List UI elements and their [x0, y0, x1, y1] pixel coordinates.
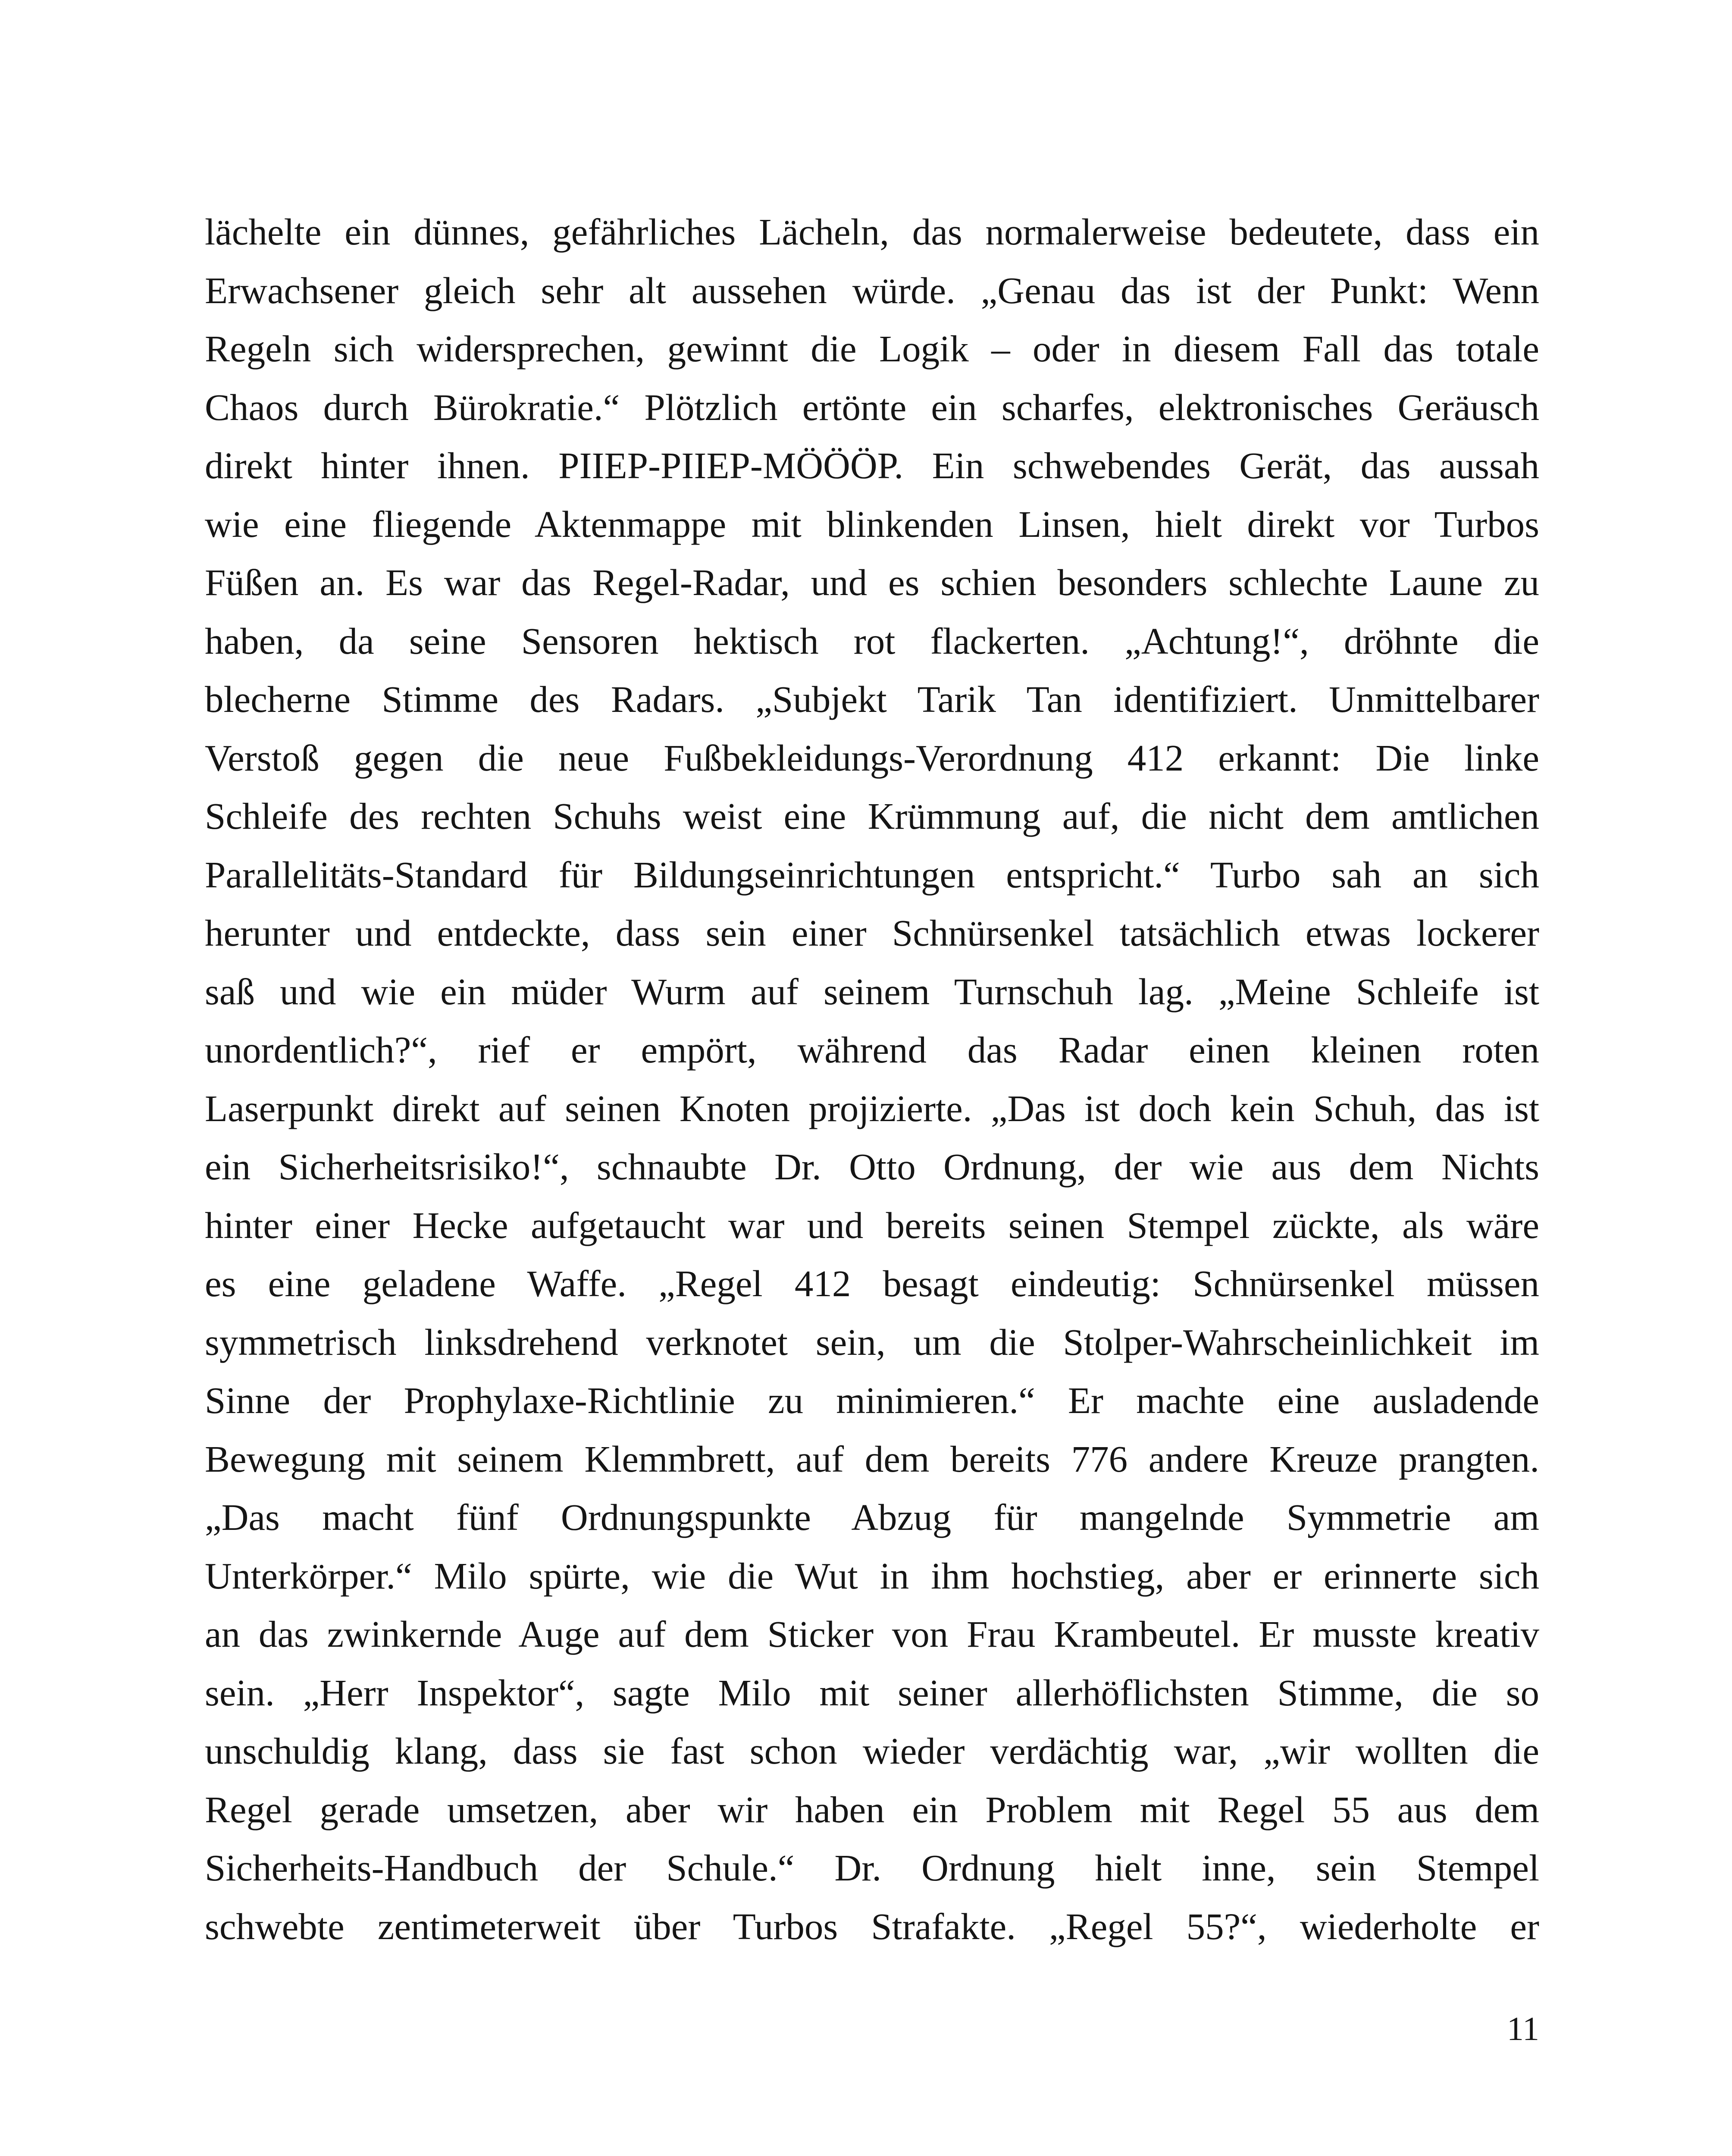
text-line: Sinne der Prophylaxe-Richtlinie zu minimieren.“ Er machte eine ausladende [205, 1379, 1539, 1421]
text-line: Laserpunkt direkt auf seinen Knoten projizierte. „Das ist doch kein Schuh, das ist [205, 1087, 1539, 1129]
text-line: „Das macht fünf Ordnungspunkte Abzug für mangelnde Symmetrie am [205, 1496, 1539, 1538]
text-line: es eine geladene Waffe. „Regel 412 besagt eindeutig: Schnürsenkel müssen [205, 1263, 1539, 1304]
text-line: saß und wie ein müder Wurm auf seinem Turnschuh lag. „Meine Schleife ist [205, 970, 1539, 1012]
page-number: 11 [1506, 2010, 1539, 2047]
text-line: direkt hinter ihnen. PIIEP-PIIEP-MÖÖÖP. Ein schwebendes Gerät, das aussah [205, 445, 1539, 486]
text-line: Füßen an. Es war das Regel-Radar, und es schien besonders schlechte Laune zu [205, 561, 1539, 603]
text-line: Regel gerade umsetzen, aber wir haben ein Problem mit Regel 55 aus dem [205, 1788, 1539, 1830]
text-line: Schleife des rechten Schuhs weist eine Krümmung auf, die nicht dem amtlichen [205, 795, 1539, 837]
text-line: symmetrisch linksdrehend verknotet sein, um die Stolper-Wahrscheinlichkeit im [205, 1321, 1539, 1363]
text-line: unordentlich?“, rief er empört, während das Radar einen kleinen roten [205, 1029, 1539, 1071]
text-line: Verstoß gegen die neue Fußbekleidungs-Verordnung 412 erkannt: Die linke [205, 736, 1539, 779]
text-line: herunter und entdeckte, dass sein einer Schnürsenkel tatsächlich etwas lockerer [205, 912, 1539, 954]
body-text [205, 203, 1539, 1955]
text-line: Bewegung mit seinem Klemmbrett, auf dem bereits 776 andere Kreuze prangten. [205, 1438, 1539, 1480]
text-line: Unterkörper.“ Milo spürte, wie die Wut in ihm hochstieg, aber er erinnerte sich [205, 1554, 1539, 1597]
text-line: Regeln sich widersprechen, gewinnt die Logik – oder in diesem Fall das totale [205, 328, 1539, 370]
text-line: an das zwinkernde Auge auf dem Sticker von Frau Krambeutel. Er musste kreativ [205, 1613, 1539, 1655]
text-line: Chaos durch Bürokratie.“ Plötzlich ertönte ein scharfes, elektronisches Geräusch [205, 386, 1539, 428]
text-line: schwebte zentimeterweit über Turbos Strafakte. „Regel 55?“, wiederholte er [205, 1905, 1539, 1947]
text-line: lächelte ein dünnes, gefährliches Lächeln, das normalerweise bedeutete, dass ein [205, 211, 1539, 253]
text-line: unschuldig klang, dass sie fast schon wieder verdächtig war, „wir wollten die [205, 1730, 1539, 1772]
text-line: sein. „Herr Inspektor“, sagte Milo mit seiner allerhöflichsten Stimme, die so [205, 1671, 1539, 1714]
text-line: wie eine fliegende Aktenmappe mit blinkenden Linsen, hielt direkt vor Turbos [205, 503, 1539, 545]
text-line: Parallelitäts-Standard für Bildungseinrichtungen entspricht.“ Turbo sah an sich [205, 853, 1539, 896]
text-line: ein Sicherheitsrisiko!“, schnaubte Dr. Otto Ordnung, der wie aus dem Nichts [205, 1146, 1539, 1188]
text-line: blecherne Stimme des Radars. „Subjekt Tarik Tan identifiziert. Unmittelbarer [205, 678, 1539, 720]
text-line: Sicherheits-Handbuch der Schule.“ Dr. Ordnung hielt inne, sein Stempel [205, 1847, 1539, 1889]
text-line: haben, da seine Sensoren hektisch rot flackerten. „Achtung!“, dröhnte die [205, 620, 1539, 662]
text-line: hinter einer Hecke aufgetaucht war und bereits seinen Stempel zückte, als wäre [205, 1204, 1539, 1246]
text-line: Erwachsener gleich sehr alt aussehen würde. „Genau das ist der Punkt: Wenn [205, 269, 1539, 311]
